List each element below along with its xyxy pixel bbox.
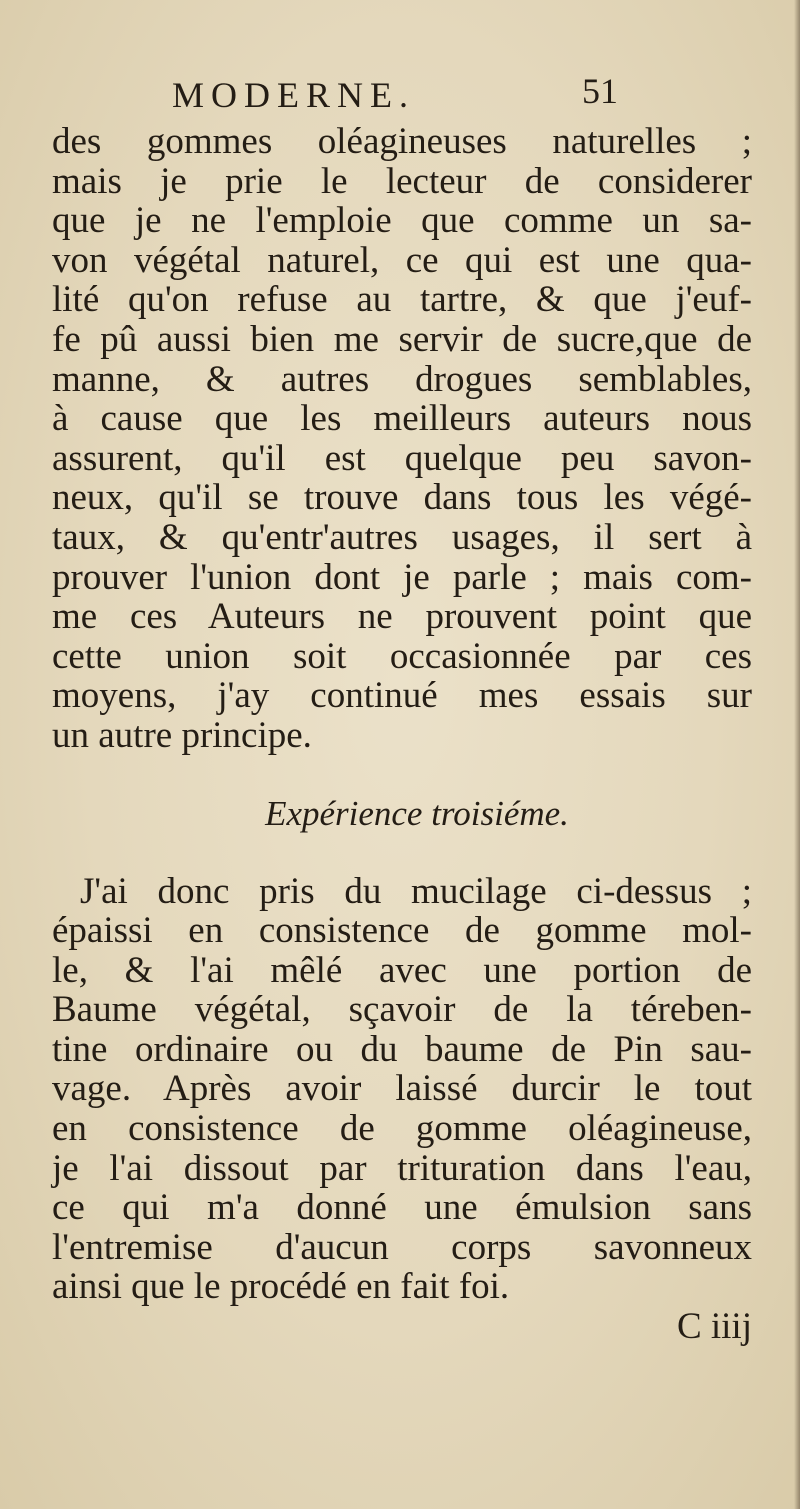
text-line: J'ai donc pris du mucilage ci-dessus ; bbox=[80, 870, 752, 912]
text-line: von végétal naturel, ce qui est une qua- bbox=[52, 239, 752, 281]
text-line: épaissi en consistence de gomme mol- bbox=[52, 910, 752, 952]
text-line: mais je prie le lecteur de considerer bbox=[52, 160, 752, 202]
text-line: tine ordinaire ou du baume de Pin sau- bbox=[52, 1028, 752, 1070]
text-line: l'entremise d'aucun corps savonneux bbox=[52, 1226, 752, 1268]
text-line: à cause que les meilleurs auteurs nous bbox=[52, 398, 752, 440]
page-header bbox=[52, 70, 782, 122]
text-block bbox=[52, 70, 782, 1347]
text-line: le, & l'ai mêlé avec une portion de bbox=[52, 949, 752, 991]
text-line: moyens, j'ay continué mes essais sur bbox=[52, 675, 752, 717]
text-line: des gommes oléagineuses naturelles ; bbox=[52, 121, 752, 162]
paragraph-2 bbox=[52, 872, 782, 1308]
text-line: vage. Après avoir laissé durcir le tout bbox=[52, 1068, 752, 1110]
text-line: neux, qu'il se trouve dans tous les végé- bbox=[52, 477, 752, 519]
text-line: lité qu'on refuse au tartre, & que j'euf- bbox=[52, 279, 752, 321]
text-line: taux, & qu'entr'autres usages, il sert à bbox=[52, 516, 752, 558]
text-line: me ces Auteurs ne prouvent point que bbox=[52, 596, 752, 638]
page-number: 51 bbox=[582, 71, 618, 111]
text-line: manne, & autres drogues semblables, bbox=[52, 358, 752, 400]
text-line: ainsi que le procédé en fait foi. bbox=[52, 1266, 510, 1308]
text-line: un autre principe. bbox=[52, 714, 312, 756]
page-edge-shadow bbox=[794, 0, 800, 1509]
text-line: en consistence de gomme oléagineuse, bbox=[52, 1108, 752, 1150]
section-heading: Expérience troisiéme. bbox=[265, 793, 569, 833]
text-line: que je ne l'emploie que comme un sa- bbox=[52, 200, 752, 242]
text-line: assurent, qu'il est quelque peu savon- bbox=[52, 437, 752, 479]
text-line: prouver l'union dont je parle ; mais com- bbox=[52, 556, 752, 598]
signature-mark: C iiij bbox=[676, 1306, 752, 1348]
running-head: MODERNE. bbox=[172, 75, 415, 115]
text-line: je l'ai dissout par trituration dans l'eau, bbox=[52, 1147, 752, 1189]
text-line: ce qui m'a donné une émulsion sans bbox=[52, 1187, 752, 1229]
text-line: fe pû aussi bien me servir de sucre,que de bbox=[52, 318, 752, 360]
paragraph-1 bbox=[52, 122, 782, 756]
text-line: cette union soit occasionnée par ces bbox=[52, 635, 752, 677]
text-line: Baume végétal, sçavoir de la téreben- bbox=[52, 989, 752, 1031]
